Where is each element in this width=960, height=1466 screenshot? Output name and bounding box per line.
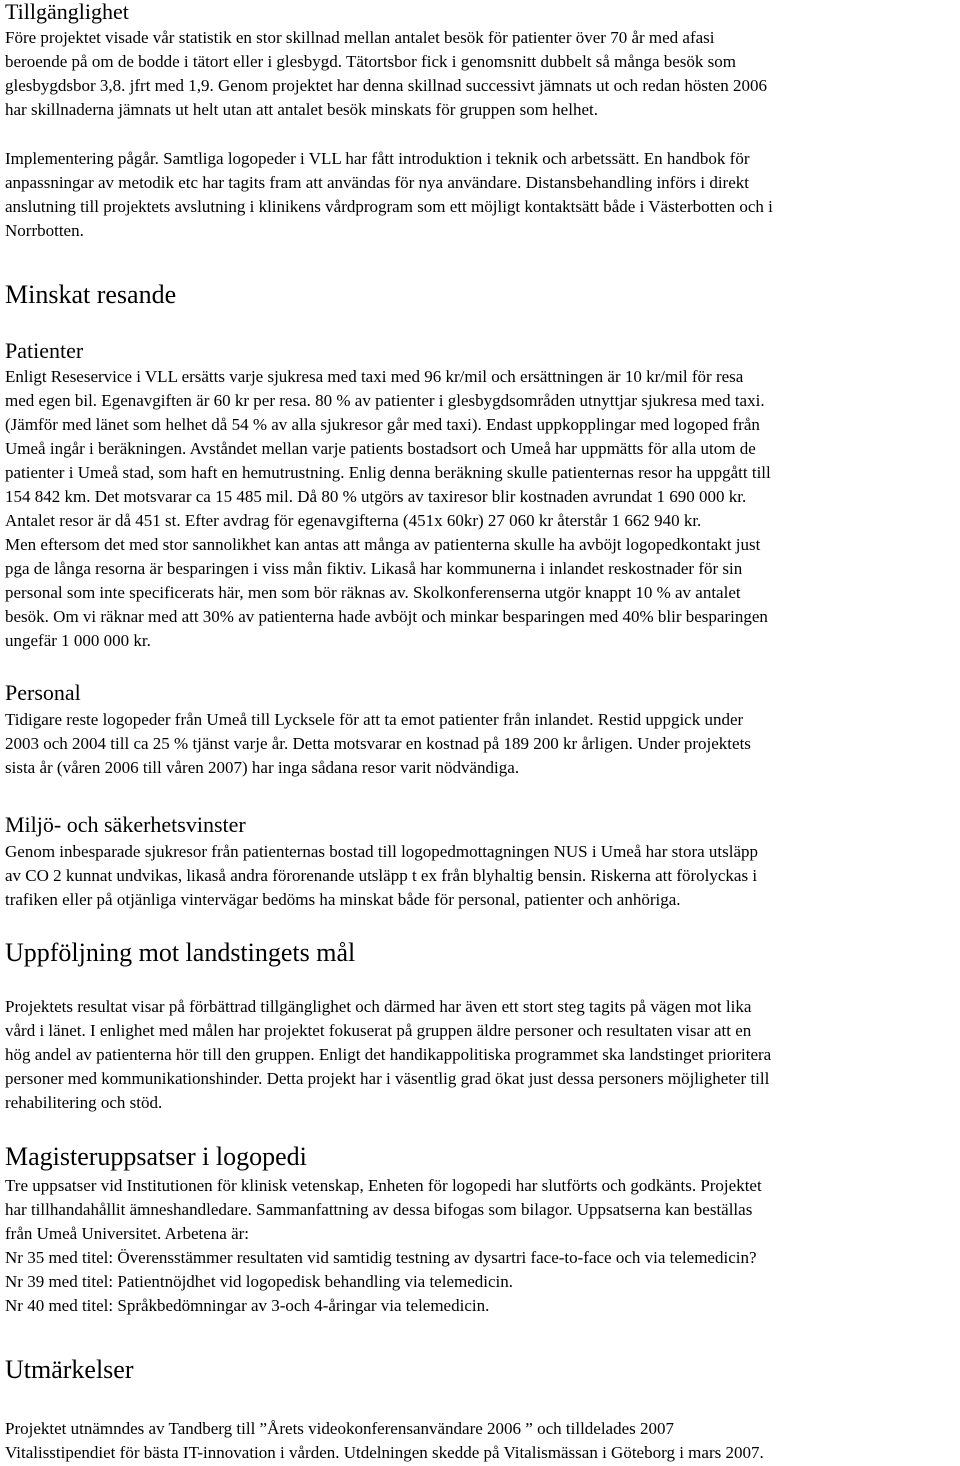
text-line: glesbygdsbor 3,8. jfrt med 1,9. Genom projektet har denna skillnad successivt jämnats ut och redan hösten 2006: [5, 76, 768, 95]
paragraph-miljo: [5, 840, 956, 912]
paragraph-personal: [5, 708, 956, 780]
text-line: Projektets resultat visar på förbättrad tillgänglighet och därmed har även ett stort steg tagits på vägen mot lika: [5, 997, 752, 1016]
text-line: Nr 35 med titel: Överensstämmer resultaten vid samtidig testning av dysartri face-to-face och via telemedicin?: [5, 1248, 757, 1267]
heading-utmarkelser: Utmärkelser: [5, 1355, 134, 1384]
text-line: Antalet resor är då 451 st. Efter avdrag för egenavgifterna (451x 60kr) 27 060 kr återstår 1 662 940 kr.: [5, 511, 702, 530]
text-line: besök. Om vi räknar med att 30% av patienterna hade avböjt och minkar besparingen med 40% blir besparingen: [5, 607, 768, 626]
heading-magister: Magisteruppsatser i logopedi: [5, 1142, 307, 1171]
text-line: pga de långa resorna är besparingen i viss mån fiktiv. Likaså har kommunerna i inlandet reskostnader för sin: [5, 559, 743, 578]
text-line: Genom inbesparade sjukresor från patienternas bostad till logopedmottagningen NUS i Umeå har stora utsläpp: [5, 842, 759, 861]
text-line: rehabilitering och stöd.: [5, 1093, 163, 1112]
text-line: Enligt Reseservice i VLL ersätts varje sjukresa med taxi med 96 kr/mil och ersättningen är 10 kr/mil för resa: [5, 367, 744, 386]
text-line: Tidigare reste logopeder från Umeå till Lycksele för att ta emot patienter från inlandet. Restid uppgick under: [5, 710, 744, 729]
text-line: beroende på om de bodde i tätort eller i glesbygd. Tätortsbor fick i genomsnitt dubbelt så många besök som: [5, 52, 736, 71]
text-line: Före projektet visade vår statistik en stor skillnad mellan antalet besök för patienter över 70 år med afasi: [5, 28, 715, 47]
text-line: Norrbotten.: [5, 221, 84, 240]
heading-patienter: Patienter: [5, 338, 84, 363]
text-line: 154 842 km. Det motsvarar ca 15 485 mil. Då 80 % utgörs av taxiresor blir kostnaden avrundat 1 690 000 kr.: [5, 487, 747, 506]
text-line: Men eftersom det med stor sannolikhet kan antas att många av patienterna skulle ha avböjt logopedkontakt just: [5, 535, 761, 554]
text-line: vård i länet. I enlighet med målen har projektet fokuserat på gruppen äldre personer och resultaten visar att en: [5, 1021, 752, 1040]
paragraph-tillganglighet-2: [5, 147, 956, 243]
text-line: Nr 40 med titel: Språkbedömningar av 3-och 4-åringar via telemedicin.: [5, 1296, 490, 1315]
paragraph-patienter: [5, 365, 956, 653]
text-line: Implementering pågår. Samtliga logopeder i VLL har fått introduktion i teknik och arbetssätt. En handbok för: [5, 149, 750, 168]
text-line: Nr 39 med titel: Patientnöjdhet vid logopedisk behandling via telemedicin.: [5, 1272, 514, 1291]
text-line: från Umeå Universitet. Arbetena är:: [5, 1224, 250, 1243]
text-line: patienter i Umeå stad, som haft en hemutrustning. Enlig denna beräkning skulle patienternas resor ha uppgått till: [5, 463, 771, 482]
paragraph-utmarkelser: [5, 1417, 956, 1465]
text-line: Projektet utnämndes av Tandberg till ”Årets videokonferensanvändare 2006 ” och tilldelades 2007: [5, 1419, 675, 1438]
text-line: (Jämför med länet som helhet då 54 % av alla sjukresor går med taxi). Endast uppkopplingar med logoped från: [5, 415, 760, 434]
text-line: har tillhandahållit ämneshandledare. Sammanfattning av dessa bifogas som bilagor. Uppsatserna kan beställas: [5, 1200, 753, 1219]
text-line: Vitalisstipendiet för bästa IT-innovation i vården. Utdelningen skedde på Vitalismässan i Göteborg i mars 2007.: [5, 1443, 764, 1462]
heading-miljo: Miljö- och säkerhetsvinster: [5, 812, 246, 837]
text-line: har skillnaderna jämnats ut helt utan att antalet besök minskats för gruppen som helhet.: [5, 100, 598, 119]
paragraph-uppfoljning: [5, 995, 956, 1115]
text-line: anslutning till projektets avslutning i klinikens vårdprogram som ett möjligt kontaktsätt både i Västerbotten och i: [5, 197, 773, 216]
heading-tillganglighet: Tillgänglighet: [5, 0, 129, 24]
text-line: med egen bil. Egenavgiften är 60 kr per resa. 80 % av patienter i glesbygdsområden utnyttjar sjukresa med taxi.: [5, 391, 765, 410]
text-line: sista år (våren 2006 till våren 2007) har inga sådana resor varit nödvändiga.: [5, 758, 520, 777]
text-line: hög andel av patienterna hör till den gruppen. Enligt det handikappolitiska programmet ska landstinget prioritera: [5, 1045, 772, 1064]
text-line: 2003 och 2004 till ca 25 % tjänst varje år. Detta motsvarar en kostnad på 189 200 kr årligen. Under projektets: [5, 734, 751, 753]
text-line: anpassningar av metodik etc har tagits fram att användas för nya användare. Distansbehandling införs i direkt: [5, 173, 749, 192]
heading-minskat-resande: Minskat resande: [5, 280, 177, 309]
paragraph-magister: [5, 1174, 956, 1318]
text-line: personer med kommunikationshinder. Detta projekt har i väsentlig grad ökat just dessa personers möjligheter till: [5, 1069, 770, 1088]
text-line: Tre uppsatser vid Institutionen för klinisk vetenskap, Enheten för logopedi har slutförts och godkänts. Projektet: [5, 1176, 762, 1195]
heading-personal: Personal: [5, 680, 81, 705]
text-line: av CO 2 kunnat undvikas, likaså andra förorenande utsläpp t ex från blyhaltig bensin. Riskerna att förolyckas i: [5, 866, 758, 885]
heading-uppfoljning: Uppföljning mot landstingets mål: [5, 938, 356, 967]
paragraph-tillganglighet-1: [5, 26, 956, 122]
text-line: personal som inte specificerats här, men som bör räknas av. Skolkonferenserna utgör knappt 10 % av antalet: [5, 583, 741, 602]
text-line: Umeå ingår i beräkningen. Avståndet mellan varje patients bostadsort och Umeå har uppmätts för alla utom de: [5, 439, 756, 458]
text-line: trafiken eller på otjänliga vintervägar bedöms ha minskat både för personal, patienter och anhöriga.: [5, 890, 681, 909]
text-line: ungefär 1 000 000 kr.: [5, 631, 151, 650]
